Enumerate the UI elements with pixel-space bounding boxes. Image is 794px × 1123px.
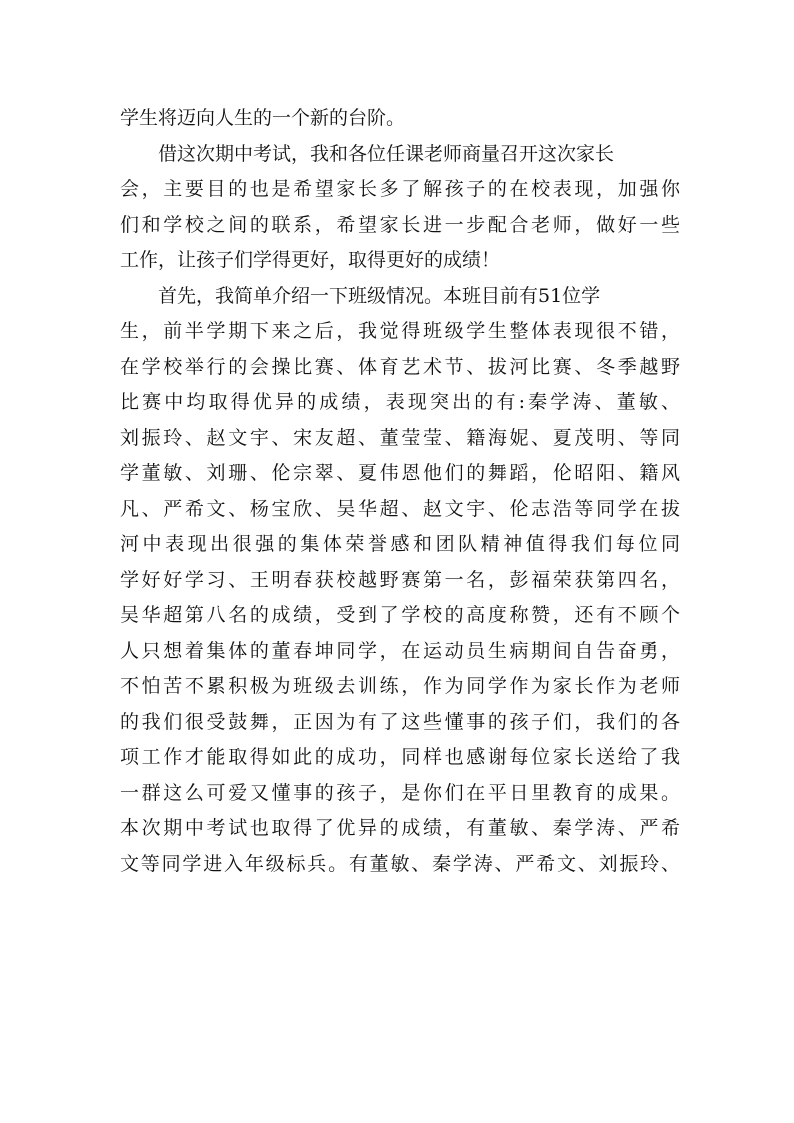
text-line: 的我们很受鼓舞，正因为有了这些懂事的孩子们，我们的各 bbox=[120, 710, 680, 733]
text-line: 一群这么可爱又懂事的孩子，是你们在平日里教育的成果。 bbox=[120, 781, 680, 804]
paragraph-start-line: 首先，我简单介绍一下班级情况。本班目前有51位学 bbox=[158, 284, 601, 307]
text-line: 不怕苦不累积极为班级去训练，作为同学作为家长作为老师 bbox=[120, 675, 680, 697]
paragraph-start-line: 借这次期中考试，我和各位任课老师商量召开这次家长 bbox=[158, 142, 615, 165]
text-line: 在学校举行的会操比赛、体育艺术节、拔河比赛、冬季越野 bbox=[120, 355, 680, 378]
text-line: 比赛中均取得优异的成绩，表现突出的有:秦学涛、董敏、 bbox=[120, 391, 680, 413]
text-line: 文等同学进入年级标兵。有董敏、秦学涛、严希文、刘振玲、 bbox=[120, 852, 680, 875]
text-line: 人只想着集体的董春坤同学，在运动员生病期间自告奋勇， bbox=[120, 639, 680, 662]
text-line: 项工作才能取得如此的成功，同样也感谢每位家长送给了我 bbox=[120, 746, 680, 768]
text-line: 本次期中考试也取得了优异的成绩，有董敏、秦学涛、严希 bbox=[120, 817, 680, 839]
document-body bbox=[120, 101, 680, 882]
text-line: 学董敏、刘珊、伦宗翠、夏伟恩他们的舞蹈，伦昭阳、籍风 bbox=[120, 462, 680, 484]
text-line: 刘振玲、赵文宇、宋友超、董莹莹、籍海妮、夏茂明、等同 bbox=[120, 426, 680, 449]
text-line: 们和学校之间的联系，希望家长进一步配合老师，做好一些 bbox=[120, 213, 680, 236]
text-line: 吴华超第八名的成绩，受到了学校的高度称赞，还有不顾个 bbox=[120, 604, 680, 626]
text-line: 河中表现出很强的集体荣誉感和团队精神值得我们每位同 bbox=[120, 533, 680, 555]
text-line: 学生将迈向人生的一个新的台阶。 bbox=[120, 107, 406, 129]
text-line: 学好好学习、王明春获校越野赛第一名，彭福荣获第四名， bbox=[120, 568, 680, 591]
text-line: 凡、严希文、杨宝欣、吴华超、赵文宇、伦志浩等同学在拔 bbox=[120, 497, 680, 520]
text-line: 生，前半学期下来之后，我觉得班级学生整体表现很不错， bbox=[120, 320, 680, 342]
text-line: 工作，让孩子们学得更好，取得更好的成绩！ bbox=[120, 249, 501, 271]
text-line: 会，主要目的也是希望家长多了解孩子的在校表现，加强你 bbox=[120, 178, 680, 200]
